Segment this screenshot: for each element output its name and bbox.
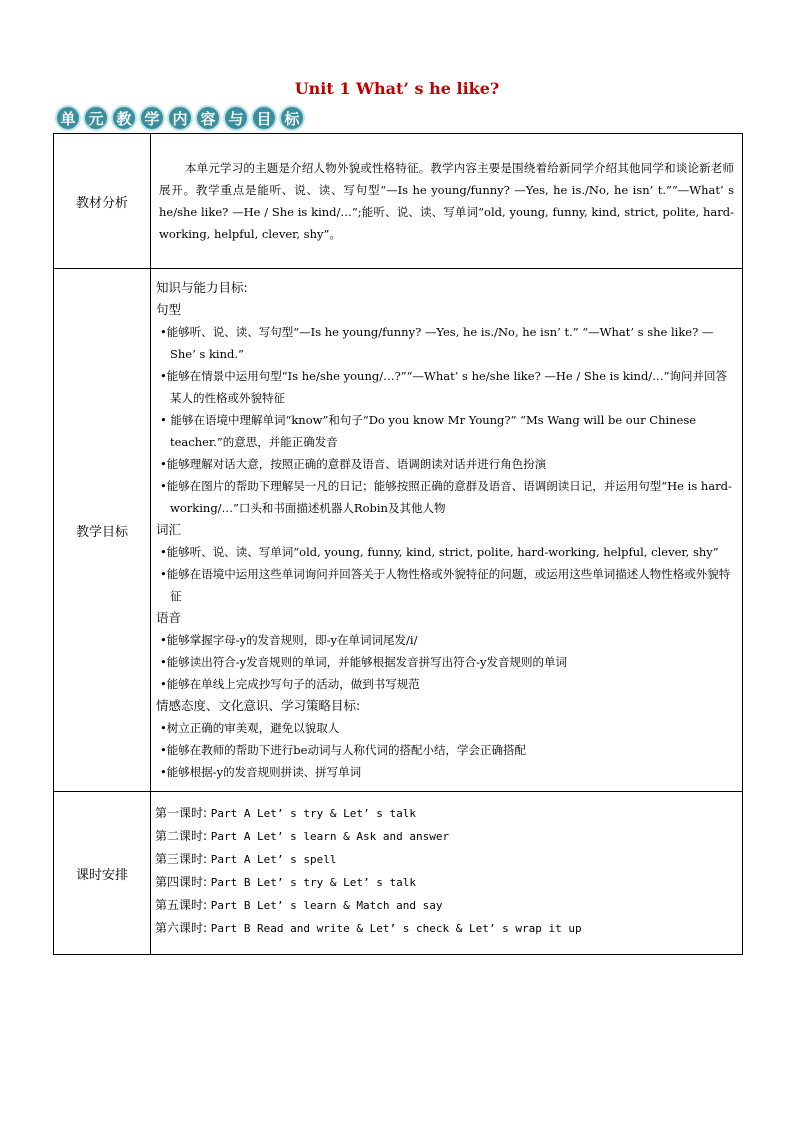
section-banner: [55, 105, 307, 131]
goals-heading: 句型: [156, 302, 182, 317]
schedule-period: 第四课时:: [155, 875, 208, 889]
banner-char: 单: [55, 105, 81, 131]
schedule-period: 第六课时:: [155, 921, 208, 935]
goals-heading: 语音: [156, 610, 182, 625]
goals-bullet: •能够在情景中运用句型“Is he/she young/…?”“—What’ s he/she like? —He / She is kind/…”询问并回答某人的性格或外貌特征: [160, 369, 728, 405]
schedule-item: [155, 825, 736, 848]
goals-bullet: •能够在教师的帮助下进行be动词与人称代词的搭配小结，学会正确搭配: [160, 743, 526, 757]
schedule-activity: Part A Let’ s learn & Ask and answer: [210, 830, 450, 843]
goals-label: 教学目标: [54, 269, 151, 792]
unit-plan-table: [53, 133, 743, 955]
goals-bullet: •能够根据-y的发音规则拼读、拼写单词: [160, 765, 362, 779]
schedule-item: [155, 917, 736, 940]
goals-bullet: •树立正确的审美观，避免以貌取人: [160, 721, 340, 735]
banner-char: 内: [167, 105, 193, 131]
schedule-period: 第三课时:: [155, 852, 208, 866]
banner-char: 元: [83, 105, 109, 131]
banner-char: 学: [139, 105, 165, 131]
goals-bullet: •能够读出符合-y发音规则的单词，并能够根据发音拼写出符合-y发音规则的单词: [160, 655, 568, 669]
goals-content: [151, 269, 743, 792]
schedule-activity: Part B Let’ s try & Let’ s talk: [210, 876, 417, 889]
goals-list: [156, 277, 736, 783]
schedule-item: [155, 848, 736, 871]
goals-bullet: •能够在单线上完成抄写句子的活动，做到书写规范: [160, 677, 420, 691]
analysis-text: 本单元学习的主题是介绍人物外貌或性格特征。教学内容主要是围绕着给新同学介绍其他同学和谈论新老师展开。教学重点是能听、说、读、写句型“—Is he young/funny? —Yes, he is./No, he isn’ t.”“—What’ s he/she like? —He / She is kind/…”;能听、说、读、写单词“old, young, funny, kind, strict, polite, hard-working, helpful, clever, shy”。: [151, 134, 743, 269]
schedule-activity: Part A Let’ s spell: [210, 853, 337, 866]
banner-char: 与: [223, 105, 249, 131]
schedule-content: [151, 792, 743, 955]
goals-heading: 词汇: [156, 522, 182, 537]
unit-title: Unit 1 What’ s he like?: [294, 79, 500, 98]
schedule-label: 课时安排: [54, 792, 151, 955]
schedule-item: [155, 802, 736, 825]
schedule-activity: Part B Let’ s learn & Match and say: [210, 899, 443, 912]
schedule-period: 第五课时:: [155, 898, 208, 912]
goals-bullet: •能够掌握字母-y的发音规则，即-y在单词词尾发/i/: [160, 633, 418, 647]
goals-bullet: •能够理解对话大意，按照正确的意群及语音、语调朗读对话并进行角色扮演: [160, 457, 547, 471]
schedule-item: [155, 871, 736, 894]
banner-char: 目: [251, 105, 277, 131]
schedule-period: 第二课时:: [155, 829, 208, 843]
goals-bullet: •能够在语境中运用这些单词询问并回答关于人物性格或外貌特征的问题，或运用这些单词描述人物性格或外貌特征: [160, 567, 731, 603]
banner-char: 教: [111, 105, 137, 131]
goals-row: [54, 269, 743, 792]
analysis-row: [54, 134, 743, 269]
goals-bullet: • 能够在语境中理解单词“know”和句子“Do you know Mr Young?” “Ms Wang will be our Chinese teacher.”的意思，并能正确发音: [160, 413, 697, 449]
goals-bullet: •能够听、说、读、写单词“old, young, funny, kind, strict, polite, hard-working, helpful, clever, shy”: [160, 545, 719, 559]
banner-char: 容: [195, 105, 221, 131]
goals-bullet: •能够在图片的帮助下理解吴一凡的日记；能够按照正确的意群及语音、语调朗读日记，并运用句型“He is hard-working/…”口头和书面描述机器人Robin及其他人物: [160, 479, 732, 515]
analysis-label: 教材分析: [54, 134, 151, 269]
schedule-row: [54, 792, 743, 955]
schedule-item: [155, 894, 736, 917]
goals-bullet: •能够听、说、读、写句型“—Is he young/funny? —Yes, he is./No, he isn’ t.” “—What’ s she like? —She’ s kind.”: [160, 325, 714, 361]
banner-char: 标: [279, 105, 305, 131]
goals-heading: 情感态度、文化意识、学习策略目标:: [156, 698, 361, 713]
goals-heading: 知识与能力目标:: [156, 280, 248, 295]
schedule-activity: Part A Let’ s try & Let’ s talk: [210, 807, 417, 820]
schedule-activity: Part B Read and write & Let’ s check & Let’ s wrap it up: [210, 922, 582, 935]
schedule-list: [155, 802, 736, 940]
schedule-period: 第一课时:: [155, 806, 208, 820]
